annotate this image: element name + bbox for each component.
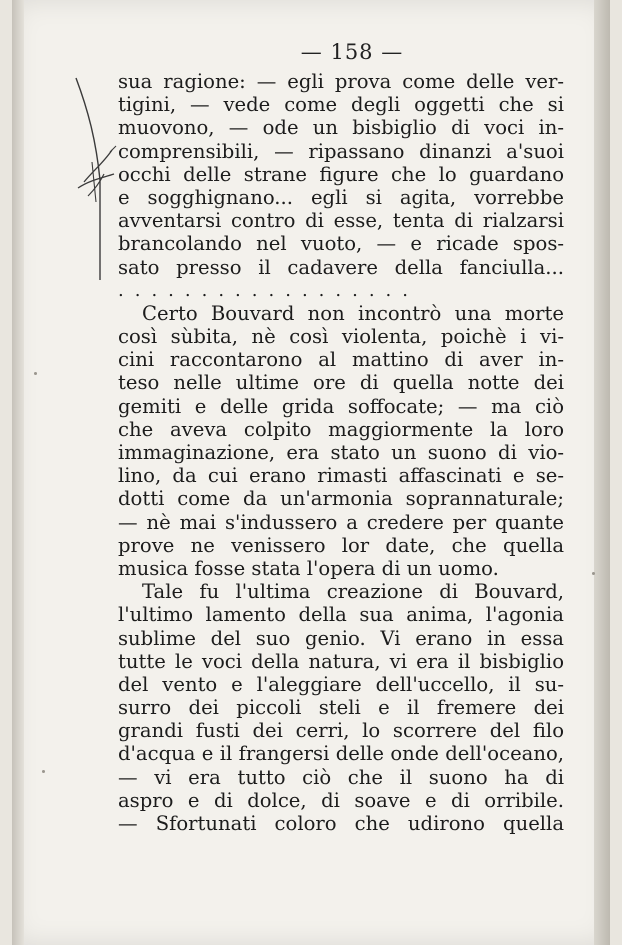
page-number: — 158 — <box>300 40 404 64</box>
text-line: avventarsi contro di esse, tenta di rialzarsi <box>118 209 564 233</box>
text-line: l'ultimo lamento della sua anima, l'agonia <box>118 603 564 627</box>
text-line: del vento e l'aleggiare dell'uccello, il su- <box>118 672 564 696</box>
paragraph-start-line: Certo Bouvard non incontrò una morte <box>142 301 564 325</box>
text-line: d'acqua e il frangersi delle onde dell'oceano, <box>118 742 564 766</box>
body-text <box>118 70 564 835</box>
text-line: tutte le voci della natura, vi era il bisbiglio <box>118 649 564 673</box>
text-line: che aveva colpito maggiormente la loro <box>118 417 564 441</box>
text-line: aspro e di dolce, di soave e di orribile. <box>118 788 564 812</box>
ellipsis-separator: .................. <box>118 279 419 301</box>
text-line: brancolando nel vuoto, — e ricade spos- <box>118 232 564 256</box>
text-line: comprensibili, — ripassano dinanzi a'suoi <box>118 139 564 163</box>
text-line: prove ne venissero lor date, che quella <box>118 533 564 557</box>
paragraph-end-line: musica fosse stata l'opera di un uomo. <box>118 556 499 580</box>
page-outer-edge <box>594 0 610 945</box>
text-line: surro dei piccoli steli e il fremere dei <box>118 696 564 720</box>
text-line: sato presso il cadavere della fanciulla... <box>118 255 564 279</box>
text-line: cini raccontarono al mattino di aver in- <box>118 348 564 372</box>
text-line: — nè mai s'indussero a credere per quante <box>118 510 564 534</box>
paper-speck <box>42 770 45 773</box>
text-line: — vi era tutto ciò che il suono ha di <box>118 765 564 789</box>
text-line: dotti come da un'armonia soprannaturale; <box>118 487 564 511</box>
paragraph-start-line: Tale fu l'ultima creazione di Bouvard, <box>142 580 564 604</box>
text-line: lino, da cui erano rimasti affascinati e se- <box>118 464 564 488</box>
text-line: e sogghignano... egli si agita, vorrebbe <box>118 185 564 209</box>
text-line: teso nelle ultime ore di quella notte dei <box>118 371 564 395</box>
text-line: muovono, — ode un bisbiglio di voci in- <box>118 116 564 140</box>
paper-speck <box>592 572 595 575</box>
text-line: così sùbita, nè così violenta, poichè i vi- <box>118 325 564 349</box>
text-line: occhi delle strane figure che lo guardano <box>118 162 564 186</box>
text-line: gemiti e delle grida soffocate; — ma ciò <box>118 394 564 418</box>
text-line: sublime del suo genio. Vi erano in essa <box>118 626 564 650</box>
text-line: immaginazione, era stato un suono di vio- <box>118 441 564 464</box>
text-line: tigini, — vede come degli oggetti che si <box>118 93 564 117</box>
paper-speck <box>34 372 37 375</box>
text-line: grandi fusti dei cerri, lo scorrere del filo <box>118 719 564 743</box>
text-line: — Sfortunati coloro che udirono quella <box>118 812 564 835</box>
text-line: sua ragione: — egli prova come delle ver- <box>118 70 564 93</box>
page-binding-edge <box>12 0 24 945</box>
